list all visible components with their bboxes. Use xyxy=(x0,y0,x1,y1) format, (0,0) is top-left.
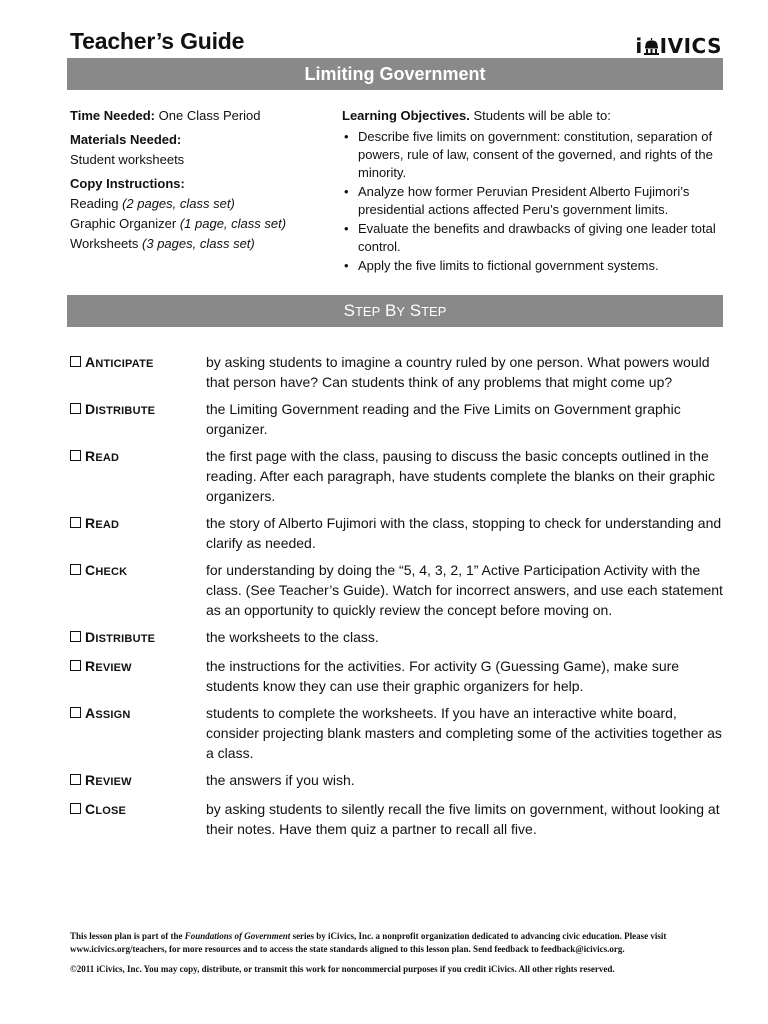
step-item xyxy=(70,352,730,392)
objective-item: • Describe five limits on government: constitution, separation of powers, rule of law, consent of the governed, and rights of the minority. xyxy=(342,128,732,182)
copy-item: Worksheets (3 pages, class set) xyxy=(70,236,255,251)
step-verb: READ xyxy=(85,515,120,531)
lesson-title: Limiting Government xyxy=(67,58,723,90)
icivics-logo: i IVICS xyxy=(635,34,722,58)
objectives-list xyxy=(342,128,732,275)
step-item xyxy=(70,446,730,506)
step-text: the worksheets to the class. xyxy=(206,629,379,645)
step-text: the instructions for the activities. For activity G (Guessing Game), make sure students know they can use their graphic organizers for help. xyxy=(206,658,680,694)
objectives-label: Learning Objectives. xyxy=(342,108,470,123)
step-verb: ASSIGN xyxy=(85,705,131,721)
step-text: by asking students to imagine a country ruled by one person. What powers would that person have? Can students think of any problems that might come up? xyxy=(206,354,710,390)
step-verb: CLOSE xyxy=(85,801,127,817)
checkbox-icon[interactable] xyxy=(70,564,81,575)
series-name: Foundations of Government xyxy=(184,931,291,941)
step-text: the Limiting Government reading and the Five Limits on Government graphic organizer. xyxy=(206,401,681,437)
step-list xyxy=(70,352,730,846)
step-text: the first page with the class, pausing to discuss the basic concepts outlined in the reading. After each paragraph, have students complete the blanks on their graphic organizers. xyxy=(206,448,715,504)
checkbox-icon[interactable] xyxy=(70,707,81,718)
time-needed-value: One Class Period xyxy=(158,108,261,123)
step-item xyxy=(70,799,730,839)
step-verb: READ xyxy=(85,448,120,464)
step-by-step-heading-text: STEP BY STEP xyxy=(343,301,447,320)
checkbox-icon[interactable] xyxy=(70,403,81,414)
time-needed: Time Needed: One Class Period xyxy=(70,108,261,123)
objective-item: • Evaluate the benefits and drawbacks of giving one leader total control. xyxy=(342,220,732,256)
objectives-intro: Students will be able to: xyxy=(473,108,611,123)
step-text: by asking students to silently recall the five limits on government, without looking at their notes. Have them quiz a partner to recall all five. xyxy=(206,801,720,837)
objective-item: • Apply the five limits to fictional government systems. xyxy=(342,257,732,275)
step-item xyxy=(70,399,730,439)
step-item xyxy=(70,560,730,620)
checkbox-icon[interactable] xyxy=(70,517,81,528)
step-item xyxy=(70,656,730,696)
step-item xyxy=(70,513,730,553)
step-verb: REVIEW xyxy=(85,658,132,674)
step-verb: ANTICIPATE xyxy=(85,354,154,370)
objective-item: • Analyze how former Peruvian President Alberto Fujimori’s presidential actions affected Peru’s government limits. xyxy=(342,183,732,219)
copy-instructions-label: Copy Instructions: xyxy=(70,176,185,191)
step-item xyxy=(70,627,730,649)
step-text: the story of Alberto Fujimori with the class, stopping to check for understanding and clarify as needed. xyxy=(206,515,722,551)
materials-needed-label: Materials Needed: xyxy=(70,132,182,147)
checkbox-icon[interactable] xyxy=(70,660,81,671)
checkbox-icon[interactable] xyxy=(70,450,81,461)
materials-needed-value: Student worksheets xyxy=(70,152,185,167)
footer-note: This lesson plan is part of the Foundations of Government series by iCivics, Inc. a nonprofit organization dedicated to advancing civic education. Please visit www.icivics.org/teachers, for more resources and to access the state standards aligned to this lesson plan. Send feedback to feedback@icivics.org. xyxy=(70,931,667,954)
footer xyxy=(70,930,732,976)
checkbox-icon[interactable] xyxy=(70,356,81,367)
step-text: for understanding by doing the “5, 4, 3, 2, 1” Active Participation Activity with the class. (See Teacher’s Guide). Watch for incorrect answers, and use each statement as an opportunity to quickly review the concept before moving on. xyxy=(206,562,723,618)
page-title: Teacher’s Guide xyxy=(70,28,245,54)
step-verb: REVIEW xyxy=(85,772,132,788)
capitol-dome-icon xyxy=(643,37,660,55)
copy-item: Reading (2 pages, class set) xyxy=(70,196,235,211)
copyright-notice: ©2011 iCivics, Inc. You may copy, distribute, or transmit this work for noncommercial purposes if you credit iCivics. All other rights reserved. xyxy=(70,964,615,974)
step-verb: DISTRIBUTE xyxy=(85,629,156,645)
step-item xyxy=(70,703,730,763)
step-text: students to complete the worksheets. If you have an interactive white board, consider projecting blank masters and completing some of the activities together as a class. xyxy=(206,705,722,761)
step-verb: CHECK xyxy=(85,562,128,578)
step-item xyxy=(70,770,730,792)
checkbox-icon[interactable] xyxy=(70,774,81,785)
lesson-info xyxy=(70,106,330,254)
step-text: the answers if you wish. xyxy=(206,772,355,788)
learning-objectives xyxy=(342,106,732,276)
step-verb: DISTRIBUTE xyxy=(85,401,156,417)
checkbox-icon[interactable] xyxy=(70,631,81,642)
checkbox-icon[interactable] xyxy=(70,803,81,814)
step-by-step-heading xyxy=(67,295,723,327)
copy-item: Graphic Organizer (1 page, class set) xyxy=(70,216,287,231)
